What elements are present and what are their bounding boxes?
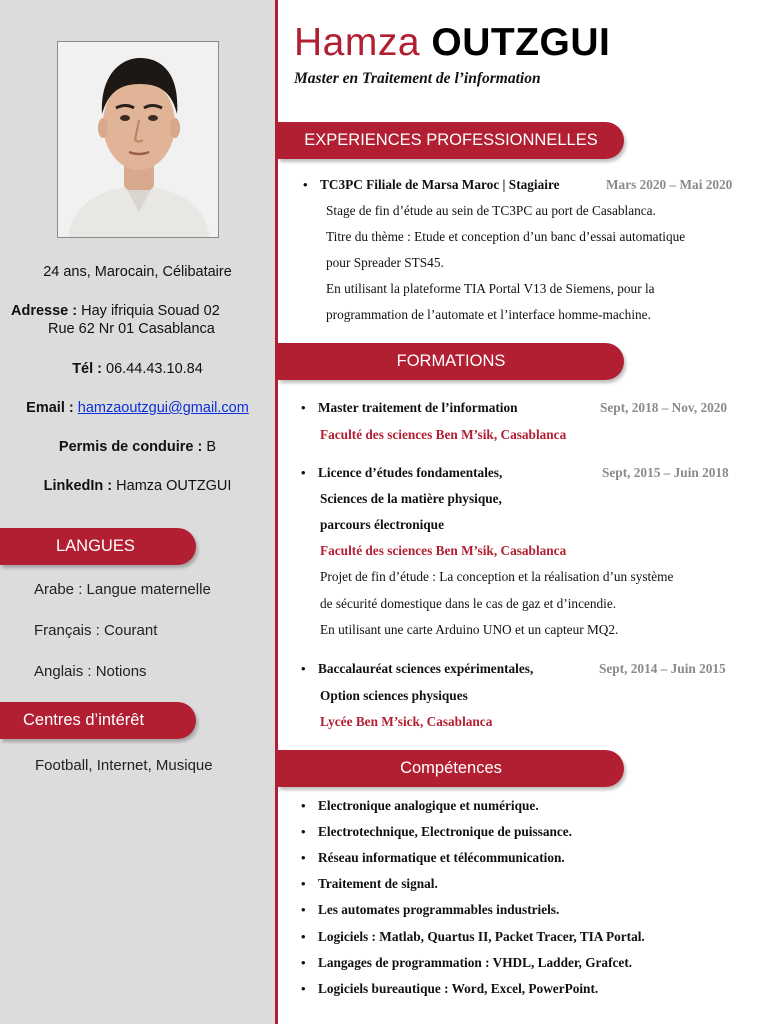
skill-item: • Traitement de signal. xyxy=(318,876,438,892)
address-line2: Rue 62 Nr 01 Casablanca xyxy=(48,321,215,337)
experience-line: pour Spreader STS45. xyxy=(326,255,444,270)
last-name: OUTZGUI xyxy=(431,21,611,64)
address-block xyxy=(0,303,275,337)
experience-line: En utilisant la plateforme TIA Portal V13 de Siemens, pour la xyxy=(326,281,655,296)
phone-row xyxy=(0,361,275,377)
phone-label: Tél : xyxy=(72,361,102,377)
interests-heading: Centres d’intérêt xyxy=(0,702,196,739)
formation-school: Faculté des sciences Ben M’sik, Casablanca xyxy=(320,543,567,558)
skill-item: • Electronique analogique et numérique. xyxy=(318,798,539,814)
license-label: Permis de conduire : xyxy=(58,439,203,455)
formation-school: Lycée Ben M’sick, Casablanca xyxy=(320,714,493,729)
interests-text: Football, Internet, Musique xyxy=(35,757,213,774)
skill-item: • Les automates programmables industriels. xyxy=(318,902,559,918)
formations-heading: FORMATIONS xyxy=(278,343,624,380)
formation-detail: Projet de fin d’étude : La conception et la réalisation d’un système xyxy=(320,569,674,584)
skill-item: • Langages de programmation : VHDL, Ladder, Grafcet. xyxy=(318,955,632,971)
skill-item: • Electrotechnique, Electronique de puissance. xyxy=(318,824,572,840)
formation-school: Faculté des sciences Ben M’sik, Casablanca xyxy=(320,427,567,442)
email-row xyxy=(0,400,275,416)
language-item: Français : Courant xyxy=(34,622,158,639)
formation-degree-line: Option sciences physiques xyxy=(320,688,468,703)
candidate-title: Master en Traitement de l’information xyxy=(294,70,541,87)
email-label: Email : xyxy=(26,400,74,416)
formation-degree: • Licence d’études fondamentales, xyxy=(318,465,502,481)
experience-line: Titre du thème : Etude et conception d’un banc d’essai automatique xyxy=(326,229,686,244)
skills-heading: Compétences xyxy=(278,750,624,787)
address-label: Adresse : xyxy=(11,303,78,319)
email-link[interactable]: hamzaoutzgui@gmail.com xyxy=(77,400,249,416)
license-value: B xyxy=(206,439,217,455)
skill-item: • Réseau informatique et télécommunication. xyxy=(318,850,565,866)
formation-detail: de sécurité domestique dans le cas de gaz et d’incendie. xyxy=(320,596,617,611)
skill-item: • Logiciels bureautique : Word, Excel, PowerPoint. xyxy=(318,981,598,997)
linkedin-label: LinkedIn : xyxy=(43,478,113,494)
address-line1: Hay ifriquia Souad 02 xyxy=(81,303,220,319)
formation-degree-line: parcours électronique xyxy=(320,517,444,532)
experience-company: • TC3PC Filiale de Marsa Maroc | Stagiaire xyxy=(320,177,560,193)
languages-heading: LANGUES xyxy=(0,528,196,565)
language-item: Anglais : Notions xyxy=(34,663,147,680)
experience-date: Mars 2020 – Mai 2020 xyxy=(606,177,733,192)
formation-detail: En utilisant une carte Arduino UNO et un capteur MQ2. xyxy=(320,622,619,637)
experience-line: Stage de fin d’étude au sein de TC3PC au port de Casablanca. xyxy=(326,203,656,218)
experience-heading: EXPERIENCES PROFESSIONNELLES xyxy=(278,122,624,159)
formation-degree-line: Sciences de la matière physique, xyxy=(320,491,502,506)
skill-item: • Logiciels : Matlab, Quartus II, Packet Tracer, TIA Portal. xyxy=(318,929,645,945)
language-item: Arabe : Langue maternelle xyxy=(34,581,211,598)
license-row xyxy=(0,439,275,455)
formation-degree: • Baccalauréat sciences expérimentales, xyxy=(318,661,533,677)
profile-photo xyxy=(57,41,219,238)
formation-date: Sept, 2018 – Nov, 2020 xyxy=(600,400,728,415)
linkedin-value: Hamza OUTZGUI xyxy=(116,478,232,494)
personal-info: 24 ans, Marocain, Célibataire xyxy=(43,264,232,280)
phone-value: 06.44.43.10.84 xyxy=(106,361,203,377)
formation-date: Sept, 2015 – Juin 2018 xyxy=(602,465,729,480)
formation-date: Sept, 2014 – Juin 2015 xyxy=(599,661,726,676)
linkedin-row xyxy=(0,478,275,494)
formation-degree: • Master traitement de l’information xyxy=(318,400,518,416)
first-name: Hamza xyxy=(294,21,421,64)
experience-line: programmation de l’automate et l’interface homme-machine. xyxy=(326,307,651,322)
candidate-name xyxy=(294,18,610,68)
